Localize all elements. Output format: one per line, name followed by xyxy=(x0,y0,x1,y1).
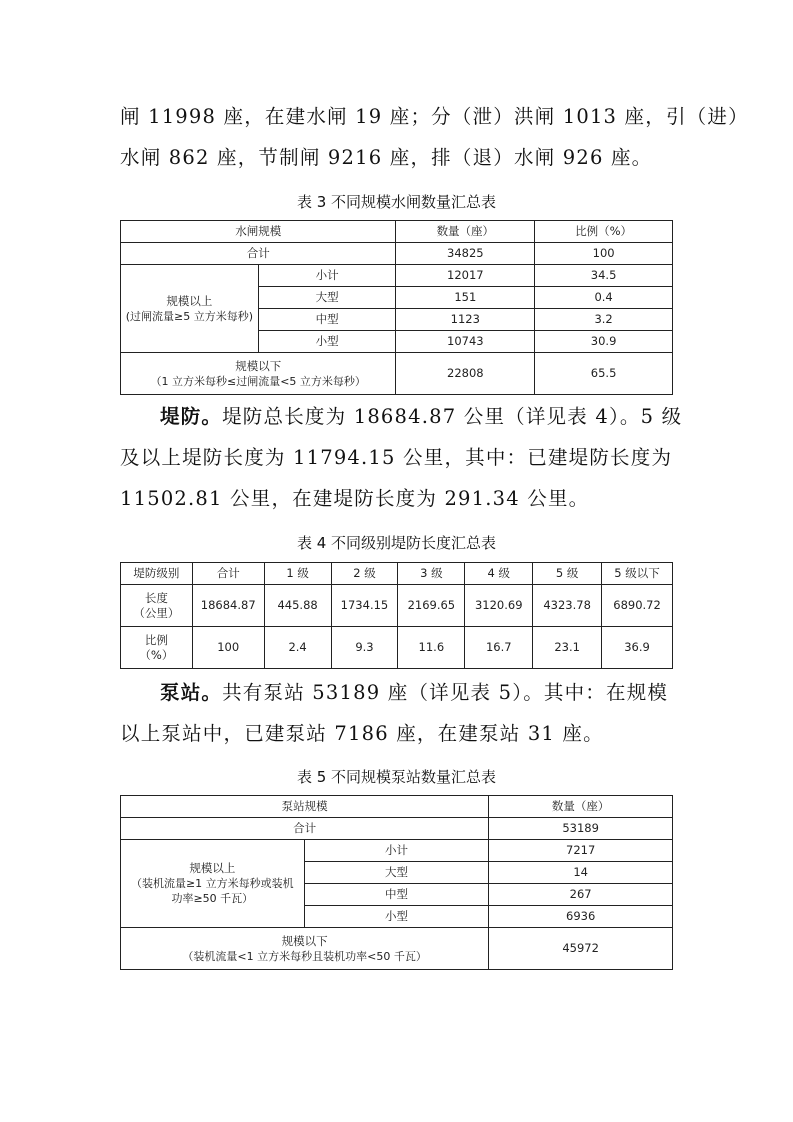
table5-row-label: 小计 xyxy=(304,840,489,862)
table4-header-cell: 合计 xyxy=(192,563,264,585)
table5-below-cell xyxy=(121,928,489,970)
table5-below-count: 45972 xyxy=(489,928,673,970)
table4-ratio-value: 100 xyxy=(192,627,264,669)
table3-above-note: (过闸流量≥5 立方米每秒) xyxy=(125,309,253,323)
table4-length-row xyxy=(121,585,673,627)
table4-caption: 表 4 不同级别堤防长度汇总表 xyxy=(296,534,497,552)
table5-row-label: 大型 xyxy=(304,862,489,884)
table5-caption: 表 5 不同规模泵站数量汇总表 xyxy=(296,768,497,786)
table4-length-value: 3120.69 xyxy=(465,585,533,627)
pump-text-1: 共有泵站 53189 座（详见表 5）。其中：在规模 xyxy=(222,681,669,704)
table5-below-label: 规模以下 xyxy=(281,933,328,948)
pump-paragraph xyxy=(120,672,680,754)
table5-header-scale: 泵站规模 xyxy=(121,796,489,818)
table3-above-label: 规模以上 xyxy=(166,293,213,308)
table5-row-count: 14 xyxy=(489,862,673,884)
dike-line-2: 及以上堤防长度为 11794.15 公里，其中：已建堤防长度为 xyxy=(120,446,673,469)
table4 xyxy=(120,562,673,669)
table4-header-cell: 5 级以下 xyxy=(602,563,673,585)
table3-caption: 表 3 不同规模水闸数量汇总表 xyxy=(296,193,497,211)
table5-total-row xyxy=(121,818,673,840)
table4-ratio-value: 11.6 xyxy=(398,627,465,669)
table4-ratio-value: 23.1 xyxy=(533,627,602,669)
table3-below-cell xyxy=(121,353,396,395)
table3-row-ratio: 34.5 xyxy=(535,265,673,287)
table3-header-ratio: 比例（%） xyxy=(535,221,673,243)
table-row xyxy=(121,840,673,862)
dike-line-1 xyxy=(120,396,683,437)
table5-header-count: 数量（座） xyxy=(489,796,673,818)
table4-ratio-value: 2.4 xyxy=(264,627,331,669)
table4-header-cell: 1 级 xyxy=(264,563,331,585)
table5-row-label: 中型 xyxy=(304,884,489,906)
table4-header-cell: 4 级 xyxy=(465,563,533,585)
dike-line-3: 11502.81 公里，在建堤防长度为 291.34 公里。 xyxy=(120,487,590,510)
table3-row-ratio: 3.2 xyxy=(535,309,673,331)
table4-length-value: 2169.65 xyxy=(398,585,465,627)
table3-above-cell xyxy=(121,265,259,353)
table3-row-label: 小型 xyxy=(258,331,396,353)
table4-header-cell: 3 级 xyxy=(398,563,465,585)
table4-header-cell: 5 级 xyxy=(533,563,602,585)
table3-row-ratio: 30.9 xyxy=(535,331,673,353)
dike-title: 堤防。 xyxy=(160,405,223,428)
table5-total-count: 53189 xyxy=(489,818,673,840)
table4-length-label-2: （公里） xyxy=(133,605,180,620)
table3-below-note: （1 立方米每秒≤过闸流量<5 立方米每秒） xyxy=(150,374,366,388)
table5-below-row xyxy=(121,928,673,970)
table4-ratio-value: 36.9 xyxy=(602,627,673,669)
table3 xyxy=(120,220,673,395)
table3-total-row xyxy=(121,243,673,265)
table4-ratio-label-2: （%） xyxy=(139,647,174,662)
table3-total-count: 34825 xyxy=(396,243,535,265)
table4-length-label-1: 长度 xyxy=(144,590,168,605)
table4-length-label xyxy=(121,585,193,627)
table5-row-count: 7217 xyxy=(489,840,673,862)
table5-header-row xyxy=(121,796,673,818)
table3-row-count: 10743 xyxy=(396,331,535,353)
table3-row-count: 151 xyxy=(396,287,535,309)
dike-text-1: 堤防总长度为 18684.87 公里（详见表 4）。5 级 xyxy=(222,405,683,428)
table3-row-label: 小计 xyxy=(258,265,396,287)
table5-above-cell xyxy=(121,840,305,928)
table5-row-count: 6936 xyxy=(489,906,673,928)
table5 xyxy=(120,795,673,970)
table3-below-label: 规模以下 xyxy=(235,358,282,373)
intro-paragraph xyxy=(120,96,749,178)
table3-header-row xyxy=(121,221,673,243)
table3-total-ratio: 100 xyxy=(535,243,673,265)
table4-ratio-value: 16.7 xyxy=(465,627,533,669)
table3-header-count: 数量（座） xyxy=(396,221,535,243)
table4-length-value: 6890.72 xyxy=(602,585,673,627)
table3-total-label: 合计 xyxy=(121,243,396,265)
dike-paragraph xyxy=(120,396,683,519)
table4-ratio-value: 9.3 xyxy=(331,627,398,669)
table5-row-count: 267 xyxy=(489,884,673,906)
table3-row-count: 12017 xyxy=(396,265,535,287)
table3-below-row xyxy=(121,353,673,395)
table4-ratio-label-1: 比例 xyxy=(144,632,168,647)
table4-header-row xyxy=(121,563,673,585)
table5-total-label: 合计 xyxy=(121,818,489,840)
pump-line-2: 以上泵站中，已建泵站 7186 座，在建泵站 31 座。 xyxy=(120,722,604,745)
table3-row-ratio: 0.4 xyxy=(535,287,673,309)
table5-above-label: 规模以上 xyxy=(189,861,236,875)
intro-line-2: 水闸 862 座，节制闸 9216 座，排（退）水闸 926 座。 xyxy=(120,146,653,169)
table3-row-count: 1123 xyxy=(396,309,535,331)
table4-length-value: 445.88 xyxy=(264,585,331,627)
table5-above-note-1: （装机流量≥1 立方米每秒或装机 xyxy=(130,877,294,890)
table5-below-note: （装机流量<1 立方米每秒且装机功率<50 千瓦） xyxy=(182,949,427,963)
table4-ratio-row xyxy=(121,627,673,669)
pump-line-1 xyxy=(120,672,680,713)
table4-ratio-label xyxy=(121,627,193,669)
table5-above-note-2: 功率≥50 千瓦） xyxy=(171,892,254,905)
intro-line-1: 闸 11998 座，在建水闸 19 座；分（泄）洪闸 1013 座，引（进） xyxy=(120,105,749,128)
table5-row-label: 小型 xyxy=(304,906,489,928)
table3-row-label: 中型 xyxy=(258,309,396,331)
table3-header-scale: 水闸规模 xyxy=(121,221,396,243)
table3-below-ratio: 65.5 xyxy=(535,353,673,395)
table3-below-count: 22808 xyxy=(396,353,535,395)
table4-length-value: 1734.15 xyxy=(331,585,398,627)
table4-header-cell: 堤防级别 xyxy=(121,563,193,585)
table4-length-value: 4323.78 xyxy=(533,585,602,627)
table4-length-value: 18684.87 xyxy=(192,585,264,627)
table-row xyxy=(121,265,673,287)
table4-header-cell: 2 级 xyxy=(331,563,398,585)
pump-title: 泵站。 xyxy=(160,681,223,704)
table3-row-label: 大型 xyxy=(258,287,396,309)
